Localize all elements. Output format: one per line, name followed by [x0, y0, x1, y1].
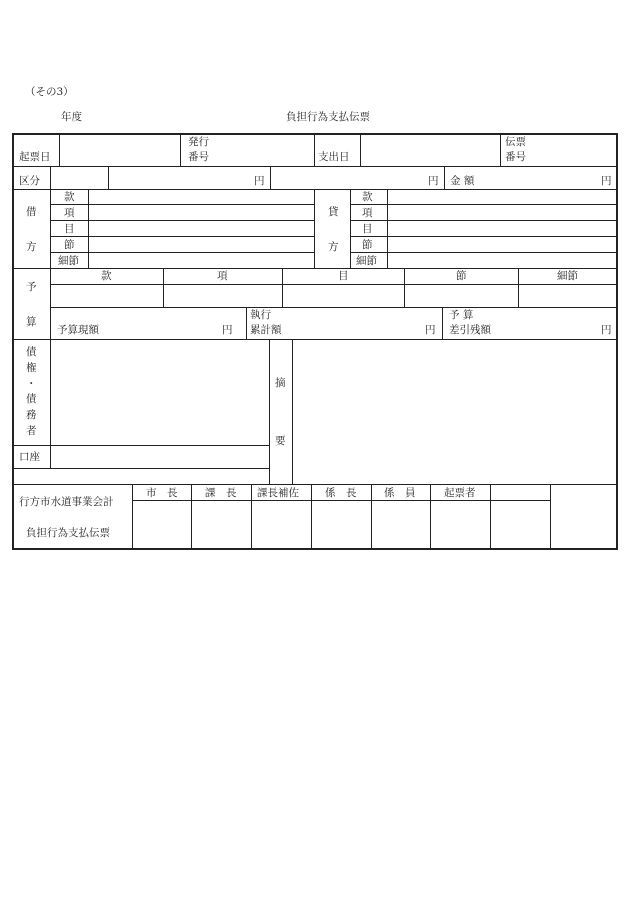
creditor-char: 務	[26, 409, 37, 421]
col-divider	[490, 484, 491, 550]
issue-date-label: 起票日	[19, 151, 51, 163]
col-divider	[251, 484, 252, 550]
row-divider	[12, 268, 618, 269]
row-divider	[12, 339, 618, 340]
col-divider	[550, 484, 551, 550]
balance-label-2: 差引残額	[449, 324, 491, 336]
execution-label-1: 執行	[250, 309, 271, 321]
approver-deputy-chief: 課長補佐	[257, 487, 299, 499]
col-divider	[444, 166, 445, 189]
col-divider	[314, 189, 315, 268]
row-divider	[50, 284, 618, 285]
credit-item-moku: 目	[362, 223, 373, 235]
budget-current-amount-label: 予算現額	[57, 324, 99, 336]
debit-item-moku: 目	[64, 223, 75, 235]
row-divider	[50, 307, 618, 308]
row-divider	[12, 189, 618, 190]
org-name: 行方市水道事業会計	[19, 496, 114, 508]
col-divider	[163, 268, 164, 307]
voucher-number-label-2: 番号	[505, 151, 526, 163]
yen-unit: 円	[425, 324, 436, 336]
col-divider	[108, 166, 109, 189]
credit-item-kou: 項	[362, 207, 373, 219]
fiscal-year-label: 年度	[61, 111, 82, 123]
col-divider	[180, 133, 181, 166]
approver-staff: 係 員	[384, 487, 416, 499]
bank-account-label: 口座	[19, 451, 40, 463]
budget-col-moku: 目	[338, 270, 349, 282]
voucher-number-label-1: 伝票	[505, 136, 526, 148]
debit-label-1: 借	[26, 206, 37, 218]
col-divider	[404, 268, 405, 307]
credit-item-kan: 款	[362, 191, 373, 203]
row-divider	[50, 236, 314, 237]
col-divider	[387, 189, 388, 268]
col-divider	[269, 339, 270, 484]
yen-unit: 円	[601, 175, 612, 187]
col-divider	[371, 484, 372, 550]
row-divider	[12, 166, 618, 167]
budget-col-saisetsu: 細節	[557, 270, 578, 282]
budget-col-kan: 款	[101, 270, 112, 282]
document-title: 負担行為支払伝票	[286, 111, 370, 123]
col-divider	[270, 166, 271, 189]
row-divider	[350, 204, 618, 205]
row-divider	[132, 500, 550, 501]
credit-label-1: 貸	[328, 206, 339, 218]
issue-number-label-2: 番号	[188, 151, 209, 163]
yen-unit: 円	[222, 324, 233, 336]
debit-label-2: 方	[26, 241, 37, 253]
row-divider	[50, 204, 314, 205]
col-divider	[50, 339, 51, 468]
part-label: （その3）	[25, 86, 74, 98]
approver-section-chief: 課 長	[205, 487, 237, 499]
balance-label-1: 予 算	[449, 309, 474, 321]
row-divider	[350, 252, 618, 253]
debit-item-kan: 款	[64, 191, 75, 203]
yen-unit: 円	[428, 175, 439, 187]
row-divider	[50, 220, 314, 221]
col-divider	[50, 166, 51, 189]
col-divider	[132, 484, 133, 550]
debit-item-setsu: 節	[64, 239, 75, 251]
creditor-char: 債	[26, 393, 37, 405]
amount-label: 金 額	[450, 175, 475, 187]
col-divider	[314, 133, 315, 166]
yen-unit: 円	[601, 324, 612, 336]
approver-group-leader: 係 長	[325, 487, 357, 499]
creditor-char: 権	[26, 362, 37, 374]
col-divider	[311, 484, 312, 550]
creditor-char: 債	[26, 346, 37, 358]
col-divider	[500, 133, 501, 166]
col-divider	[442, 307, 443, 339]
category-label: 区分	[19, 175, 40, 187]
issue-number-label-1: 発行	[188, 136, 209, 148]
approver-issuer: 起票者	[444, 487, 476, 499]
row-divider	[350, 220, 618, 221]
col-divider	[246, 307, 247, 339]
col-divider	[430, 484, 431, 550]
col-divider	[191, 484, 192, 550]
col-divider	[50, 268, 51, 339]
col-divider	[360, 133, 361, 166]
payment-date-label: 支出日	[318, 151, 350, 163]
footer-doc-name: 負担行為支払伝票	[26, 527, 110, 539]
budget-col-setsu: 節	[456, 270, 467, 282]
execution-label-2: 累計額	[250, 324, 282, 336]
row-divider	[350, 236, 618, 237]
row-divider	[50, 252, 314, 253]
summary-label-1: 摘	[275, 377, 286, 389]
budget-label-1: 予	[26, 281, 37, 293]
debit-item-kou: 項	[64, 207, 75, 219]
col-divider	[59, 133, 60, 166]
summary-label-2: 要	[275, 435, 286, 447]
col-divider	[350, 189, 351, 268]
voucher-form	[12, 133, 618, 550]
credit-item-saisetsu: 細節	[356, 255, 377, 267]
debit-item-saisetsu: 細節	[58, 255, 79, 267]
row-divider	[12, 468, 269, 469]
credit-label-2: 方	[328, 241, 339, 253]
credit-item-setsu: 節	[362, 239, 373, 251]
budget-col-kou: 項	[217, 270, 228, 282]
yen-unit: 円	[254, 175, 265, 187]
creditor-char: 者	[26, 425, 37, 437]
col-divider	[292, 339, 293, 484]
col-divider	[88, 189, 89, 268]
budget-label-2: 算	[26, 316, 37, 328]
row-divider	[12, 484, 618, 485]
col-divider	[282, 268, 283, 307]
col-divider	[50, 189, 51, 268]
col-divider	[518, 268, 519, 307]
approver-mayor: 市 長	[146, 487, 178, 499]
creditor-char: ・	[26, 378, 37, 390]
